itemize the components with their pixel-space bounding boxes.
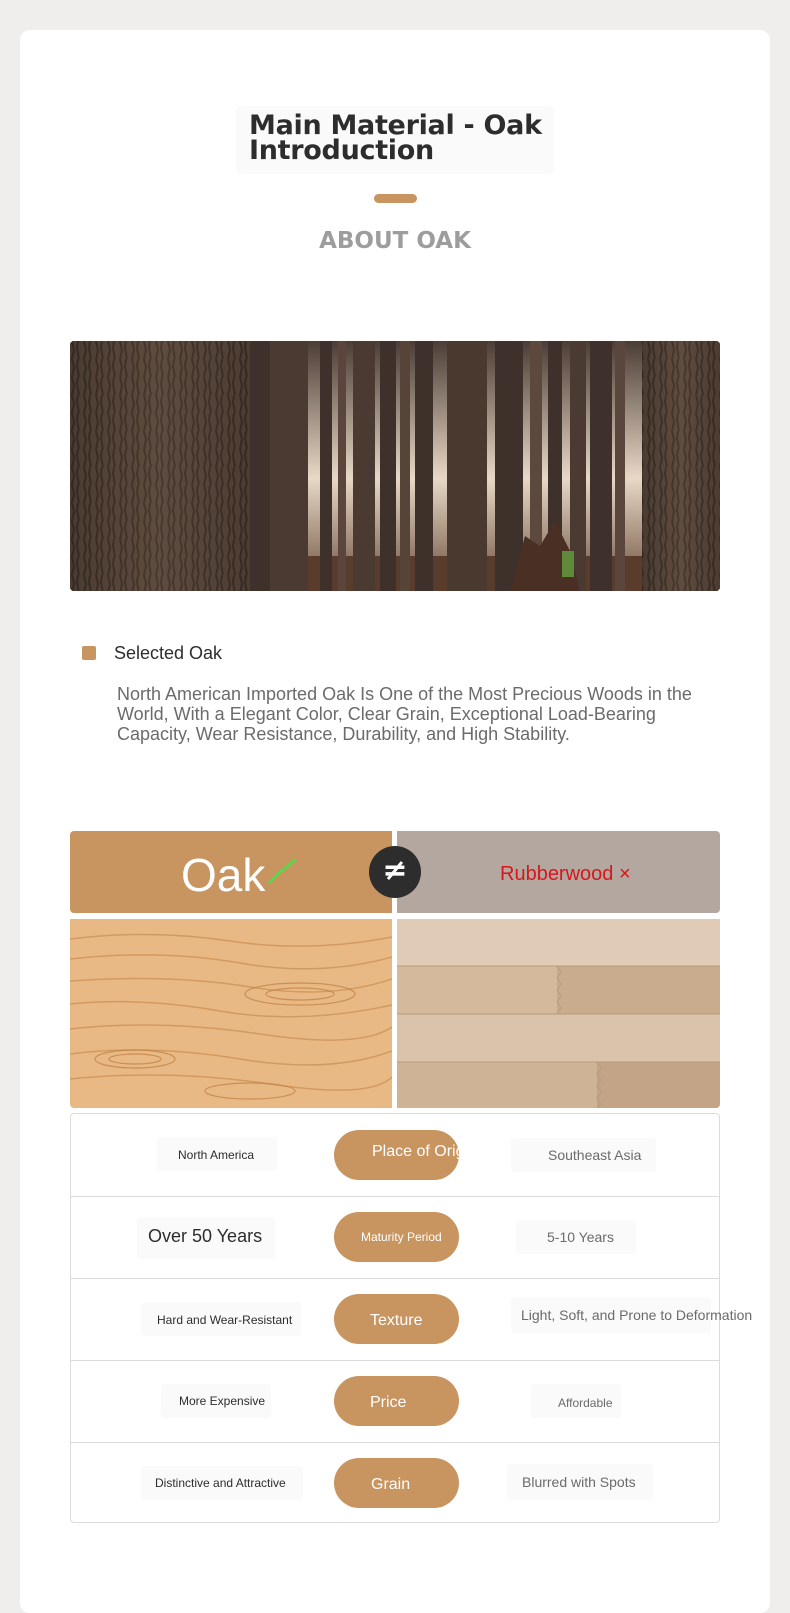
table-row <box>71 1114 719 1196</box>
oak-texture-image <box>70 919 392 1108</box>
table-row <box>71 1360 719 1442</box>
selected-bullet <box>82 646 96 660</box>
title-underline <box>374 194 417 203</box>
attribute-label: Texture <box>370 1312 423 1329</box>
rubberwood-value: Blurred with Spots <box>522 1474 636 1490</box>
selected-description: North American Imported Oak Is One of the Most Precious Woods in the World, With a Elegant Color, Clear Grain, Exceptional Load-Bearing Capacity, Wear Resistance, Durability, and High Stability. <box>117 684 692 744</box>
rubberwood-value: Affordable <box>558 1396 613 1410</box>
table-row <box>71 1442 719 1524</box>
not-equal-icon: ≠ <box>369 846 421 898</box>
oak-value: Over 50 Years <box>148 1226 263 1246</box>
rubberwood-texture-image <box>397 919 720 1108</box>
rubberwood-value: 5-10 Years <box>547 1229 614 1245</box>
rubberwood-value: Light, Soft, and Prone to Deformation <box>521 1307 753 1323</box>
rubberwood-value: Southeast Asia <box>548 1147 642 1163</box>
attribute-label: Grain <box>371 1476 411 1493</box>
page-title: Main Material - Oak Introduction <box>249 110 542 166</box>
attribute-label: Maturity Period <box>361 1230 442 1244</box>
attribute-label: Place of Origin <box>372 1143 477 1160</box>
rubberwood-label: Rubberwood × <box>500 863 631 885</box>
comparison-table <box>70 1113 753 1523</box>
selected-title: Selected Oak <box>114 643 223 663</box>
hero-image <box>70 341 720 591</box>
oak-value: More Expensive <box>179 1394 266 1408</box>
oak-label: Oak <box>181 849 266 901</box>
oak-value: Distinctive and Attractive <box>155 1476 286 1490</box>
attribute-label: Price <box>370 1394 407 1411</box>
oak-value: Hard and Wear-Resistant <box>157 1313 293 1327</box>
check-icon <box>268 858 298 884</box>
section-subtitle: ABOUT OAK <box>319 228 471 254</box>
oak-value: North America <box>178 1148 255 1162</box>
table-row <box>71 1278 753 1360</box>
table-row <box>71 1196 719 1278</box>
